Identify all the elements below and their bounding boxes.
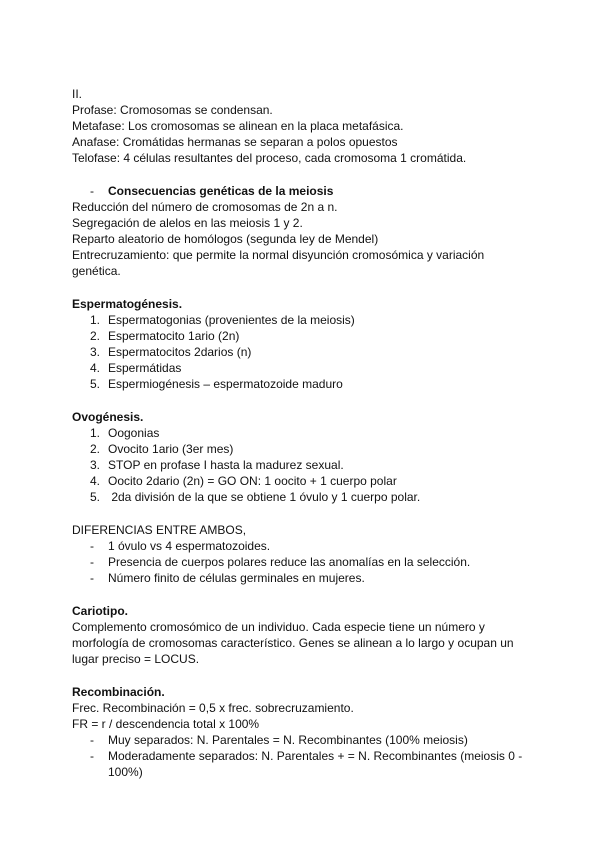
list-text: Moderadamente separados: N. Parentales + = N. Recombinantes (meiosis 0 - 100%) — [108, 749, 523, 779]
recombinacion-formula: Frec. Recombinación = 0,5 x frec. sobrecruzamiento. — [72, 701, 354, 715]
telofase-line: Telofase: 4 células resultantes del proceso, cada cromosoma 1 cromátida. — [72, 151, 467, 165]
spacer — [72, 667, 532, 684]
diferencias-heading: DIFERENCIAS ENTRE AMBOS, — [72, 523, 247, 537]
list-item — [72, 473, 532, 489]
list-item — [72, 441, 532, 457]
list-item — [72, 425, 532, 441]
consecuencia-line: Reparto aleatorio de homólogos (segunda ley de Mendel) — [72, 232, 379, 246]
list-item — [72, 360, 532, 376]
list-number: 2. — [90, 329, 101, 343]
list-text: Número finito de células germinales en mujeres. — [108, 571, 365, 585]
list-number: 2. — [90, 442, 101, 456]
ovogenesis-section — [72, 409, 532, 505]
list-number: 3. — [90, 458, 101, 472]
anafase-line: Anafase: Cromátidas hermanas se separan a polos opuestos — [72, 135, 398, 149]
consecuencias-section — [72, 183, 532, 279]
consecuencias-heading: Consecuencias genéticas de la meiosis — [108, 184, 334, 198]
dash-bullet: - — [90, 555, 94, 569]
list-text: Muy separados: N. Parentales = N. Recombinantes (100% meiosis) — [108, 733, 468, 747]
list-number: 5. — [90, 490, 101, 504]
section-number: II. — [72, 87, 83, 101]
consecuencia-line: Entrecruzamiento: que permite la normal disyunción cromosómica y variación genética. — [72, 248, 485, 278]
list-text: Espermátidas — [108, 361, 182, 375]
list-item — [72, 554, 532, 570]
list-number: 1. — [90, 313, 101, 327]
recombinacion-section — [72, 684, 532, 780]
list-number: 4. — [90, 474, 101, 488]
list-item — [72, 570, 532, 586]
dash-bullet: - — [90, 184, 94, 198]
recombinacion-heading: Recombinación. — [72, 685, 165, 699]
cariotipo-text: Complemento cromosómico de un individuo. Cada especie tiene un número y morfología de cromosomas característico. Genes se alinean a lo largo y ocupan un lugar preciso = LOCUS. — [72, 620, 514, 666]
spacer — [72, 586, 532, 603]
espermatogenesis-section — [72, 296, 532, 392]
list-text: Oogonias — [108, 426, 160, 440]
list-text: Espermatocito 1ario (2n) — [108, 329, 240, 343]
list-text: Ovocito 1ario (3er mes) — [108, 442, 234, 456]
list-text: Oocito 2dario (2n) = GO ON: 1 oocito + 1 cuerpo polar — [108, 474, 397, 488]
list-item — [72, 538, 532, 554]
dash-bullet: - — [90, 733, 94, 747]
dash-bullet: - — [90, 571, 94, 585]
list-number: 1. — [90, 426, 101, 440]
diferencias-section — [72, 522, 532, 586]
list-text: 2da división de la que se obtiene 1 óvulo y 1 cuerpo polar. — [108, 490, 421, 504]
list-number: 4. — [90, 361, 101, 375]
document-body — [72, 86, 532, 780]
consecuencias-heading-item — [72, 183, 532, 199]
list-item — [72, 344, 532, 360]
list-text: Espermatogonias (provenientes de la meiosis) — [108, 313, 355, 327]
consecuencia-line: Reducción del número de cromosomas de 2n a n. — [72, 200, 338, 214]
cariotipo-section — [72, 603, 532, 667]
list-item — [72, 489, 532, 505]
list-number: 3. — [90, 345, 101, 359]
list-item — [72, 457, 532, 473]
spacer — [72, 392, 532, 409]
list-text: Espermiogénesis – espermatozoide maduro — [108, 377, 343, 391]
list-item — [72, 748, 532, 780]
spacer — [72, 505, 532, 522]
list-item — [72, 312, 532, 328]
list-item — [72, 376, 532, 392]
list-item — [72, 328, 532, 344]
dash-bullet: - — [90, 749, 94, 763]
phases-section — [72, 86, 532, 166]
list-text: Espermatocitos 2darios (n) — [108, 345, 252, 359]
list-item — [72, 732, 532, 748]
espermatogenesis-heading: Espermatogénesis. — [72, 297, 183, 311]
cariotipo-heading: Cariotipo. — [72, 604, 128, 618]
profase-line: Profase: Cromosomas se condensan. — [72, 103, 273, 117]
list-text: 1 óvulo vs 4 espermatozoides. — [108, 539, 271, 553]
ovogenesis-heading: Ovogénesis. — [72, 410, 144, 424]
metafase-line: Metafase: Los cromosomas se alinean en la placa metafásica. — [72, 119, 404, 133]
list-text: STOP en profase I hasta la madurez sexual. — [108, 458, 344, 472]
list-text: Presencia de cuerpos polares reduce las anomalías en la selección. — [108, 555, 471, 569]
consecuencia-line: Segregación de alelos en las meiosis 1 y 2. — [72, 216, 303, 230]
list-number: 5. — [90, 377, 101, 391]
recombinacion-formula: FR = r / descendencia total x 100% — [72, 717, 260, 731]
dash-bullet: - — [90, 539, 94, 553]
spacer — [72, 166, 532, 183]
spacer — [72, 279, 532, 296]
